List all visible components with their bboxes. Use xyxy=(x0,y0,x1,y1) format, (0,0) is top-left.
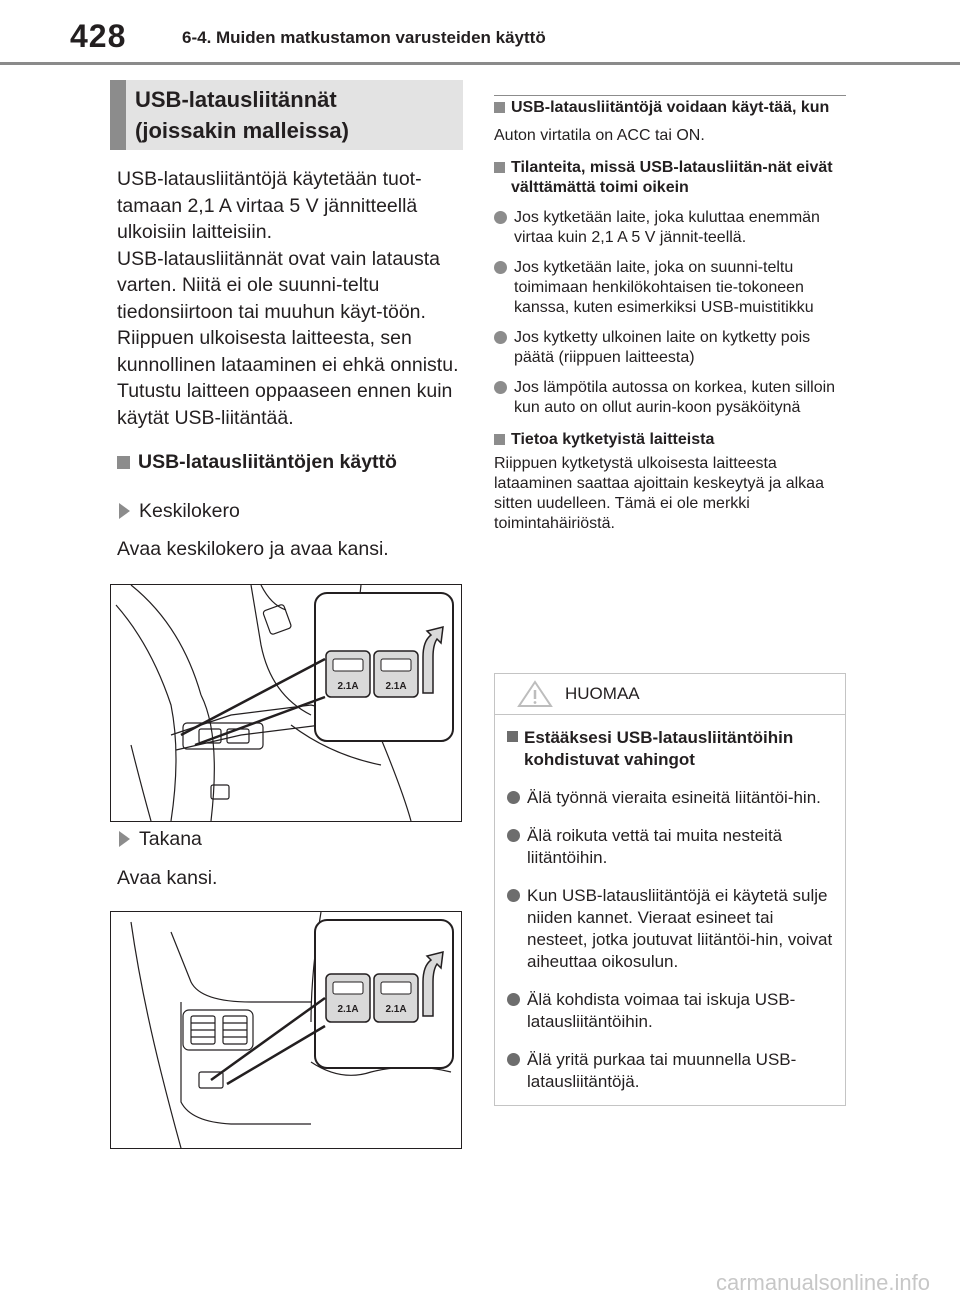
subheading-rear: Takana xyxy=(117,826,469,853)
notice-body xyxy=(495,715,845,1093)
usage-heading: USB-latausliitäntöjen käyttö xyxy=(117,449,469,476)
notice-bullet-item: Kun USB-latausliitäntöjä ei käytetä sulje niiden kannet. Vieraat esineet tai nesteet, jotka joutuvat liitäntöi-hin, voivat aiheuttaa oikosulun. xyxy=(507,885,835,973)
intro-paragraph-3: Riippuen ulkoisesta laitteesta, sen kunnollinen lataaminen ei ehkä onnistu. Tutustu laitteen oppaaseen ennen kuin käytät USB-liitäntää. xyxy=(117,327,459,429)
square-bullet-icon xyxy=(507,731,518,742)
port-label-right: 2.1A xyxy=(385,1004,407,1015)
page-number: 428 xyxy=(70,18,127,54)
section-title-line2: (joissakin malleissa) xyxy=(135,118,349,143)
notice-title: HUOMAA xyxy=(565,684,640,703)
notice-box xyxy=(494,673,846,1106)
bullet-item: Jos lämpötila autossa on korkea, kuten silloin kun auto on ollut aurin-koon pysäköitynä xyxy=(494,378,846,418)
triangle-bullet-icon xyxy=(119,503,130,519)
notice-bullet-item: Älä yritä purkaa tai muunnella USB-latausliitäntöjä. xyxy=(507,1049,835,1093)
figure-center-console xyxy=(110,584,462,822)
notice-heading: Estääksesi USB-latausliitäntöihin kohdistuvat vahingot xyxy=(507,727,835,771)
port-label-left: 2.1A xyxy=(337,681,359,692)
dot-bullet-icon xyxy=(507,993,520,1006)
chapter-title: 6-4. Muiden matkustamon varusteiden käyttö xyxy=(182,28,546,47)
square-bullet-icon xyxy=(494,102,505,113)
notice-bullet-item: Älä työnnä vieraita esineitä liitäntöi-hin. xyxy=(507,787,835,809)
dot-bullet-icon xyxy=(507,829,520,842)
right-top-rule xyxy=(494,95,846,96)
intro-paragraph-2: USB-latausliitännät ovat vain latausta varten. Niitä ei ole suunni-teltu tiedonsiirtoon tai muuhun käyt-töön. xyxy=(117,247,441,323)
heading-may-not-work: Tilanteita, missä USB-latausliitän-nät eivät välttämättä toimi oikein xyxy=(494,158,846,198)
subheading-center-console: Keskilokero xyxy=(117,498,469,525)
center-console-instruction: Avaa keskilokero ja avaa kansi. xyxy=(117,538,389,560)
intro-paragraph-1: USB-latausliitäntöjä käytetään tuot-tamaan 2,1 A virtaa 5 V jännitteellä ulkoisiin laitteisiin. xyxy=(117,168,422,243)
dot-bullet-icon xyxy=(494,261,507,274)
footer-watermark: carmanualsonline.info xyxy=(715,1270,930,1295)
section-title-line1: USB-latausliitännät xyxy=(135,87,337,112)
square-bullet-icon xyxy=(494,162,505,173)
dot-bullet-icon xyxy=(494,331,507,344)
port-label-right: 2.1A xyxy=(385,681,407,692)
left-column xyxy=(117,166,469,563)
dot-bullet-icon xyxy=(494,381,507,394)
dot-bullet-icon xyxy=(507,889,520,902)
rear-instruction: Avaa kansi. xyxy=(117,866,218,889)
square-bullet-icon xyxy=(117,456,130,469)
square-bullet-icon xyxy=(494,434,505,445)
heading-connected-devices: Tietoa kytketyistä laitteista xyxy=(494,430,846,450)
when-usable-text: Auton virtatila on ACC tai ON. xyxy=(494,127,705,144)
warning-triangle-icon xyxy=(515,679,555,709)
port-label-left: 2.1A xyxy=(337,1004,359,1015)
connected-devices-text: Riippuen kytketystä ulkoisesta laitteesta lataaminen saattaa ajoittain keskeytyä ja alkaa sitten uudelleen. Tämä ei ole merkki toimintahäiriöstä. xyxy=(494,455,824,532)
notice-bullet-item: Älä kohdista voimaa tai iskuja USB-latausliitäntöihin. xyxy=(507,989,835,1033)
section-title-box xyxy=(110,80,463,150)
triangle-bullet-icon xyxy=(119,831,130,847)
heading-when-usable: USB-latausliitäntöjä voidaan käyt-tää, kun xyxy=(494,98,846,118)
bullet-item: Jos kytketään laite, joka on suunni-teltu toimimaan henkilökohtaisen tie-tokoneen kanssa, kuten esimerkiksi USB-muistitikku xyxy=(494,258,846,318)
rear-console-illustration xyxy=(111,912,462,1149)
bullet-item: Jos kytketään laite, joka kuluttaa enemmän virtaa kuin 2,1 A 5 V jännit-teellä. xyxy=(494,208,846,248)
dot-bullet-icon xyxy=(507,791,520,804)
header-rule xyxy=(0,62,960,65)
right-column xyxy=(494,95,846,534)
notice-bullet-item: Älä roikuta vettä tai muita nesteitä liitäntöihin. xyxy=(507,825,835,869)
figure-rear xyxy=(110,911,462,1149)
center-console-illustration xyxy=(111,585,462,822)
dot-bullet-icon xyxy=(494,211,507,224)
bullet-item: Jos kytketty ulkoinen laite on kytketty pois päätä (riippuen laitteesta) xyxy=(494,328,846,368)
rear-section xyxy=(117,826,469,891)
notice-header xyxy=(495,674,845,715)
dot-bullet-icon xyxy=(507,1053,520,1066)
